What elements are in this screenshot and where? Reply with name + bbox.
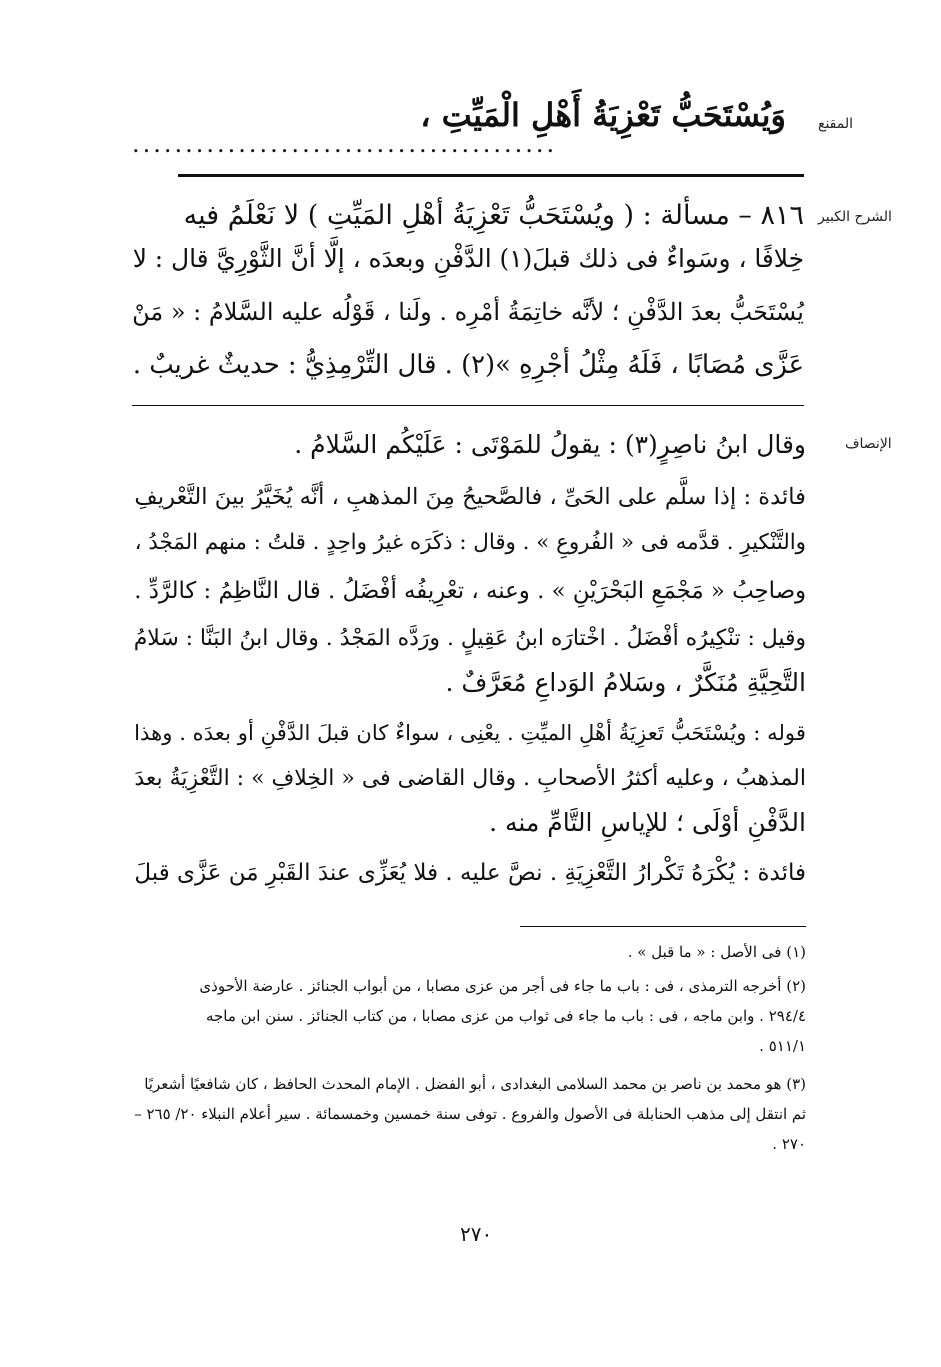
- header-rule: [178, 174, 804, 177]
- sharh-label: الشرح الكبير: [818, 209, 892, 225]
- insaf-line: قوله : ويُسْتَحَبُّ تَعزِيَةُ أهْلِ الميِّتِ . يعْنِى ، سواءٌ كان قبلَ الدَّفْنِ أو بعدَه . وهذا: [134, 720, 806, 745]
- insaf-line: التَّحِيَّةِ مُنَكَّرٌ ، وسَلامُ الوَداعِ مُعَرَّفٌ .: [445, 668, 806, 697]
- footnote-line: ثم انتقل إلى مذهب الحنابلة فى الأصول والفروع . توفى سنة خمسين وخمسمائة . سير أعلام النبلاء ٢٠/ ٢٦٥ –: [134, 1105, 806, 1123]
- insaf-line: المذهبُ ، وعليه أكثرُ الأصحابِ . وقال القاضى فى « الخِلافِ » : التَّعْزِيَةُ بعدَ: [134, 766, 806, 791]
- insaf-line: والتَّنْكيرِ . قدَّمه فى « الفُروعِ » . وقال : ذكَرَه غيرُ واحِدٍ . قلتُ : منهم المَجْدُ ،: [134, 530, 806, 555]
- insaf-line: فائدة : يُكْرَهُ تَكْرارُ التَّعْزِيَةِ . نصَّ عليه . فلا يُعَزِّى عندَ القَبْرِ مَن عَزَّى قبلَ: [134, 860, 806, 886]
- header-text: وَيُسْتَحَبُّ تَعْزِيَةُ أَهْلِ الْمَيِّتِ ،: [420, 96, 786, 134]
- footnote-line: ٥١١/١ .: [759, 1037, 806, 1055]
- footnote-line: ٢٧٠ .: [772, 1135, 806, 1153]
- insaf-line: الدَّفْنِ أوْلَى ؛ للإياسِ التَّامِّ منه .: [489, 808, 806, 837]
- sharh-line: عَزَّى مُصَابًا ، فَلَهُ مِثْلُ أجْرِهِ »(٢) . قال التِّرْمِذِيُّ : حديثٌ غريبٌ .: [132, 350, 804, 380]
- footnote-rule: [520, 926, 806, 927]
- page-number: ٢٧٠: [460, 1222, 493, 1246]
- muqni-label: المقنع: [818, 116, 854, 132]
- footnote-line: (١) فى الأصل : « ما قبل » .: [627, 943, 806, 961]
- sharh-line: يُسْتَحَبُّ بعدَ الدَّفْنِ ؛ لأنَّه خاتِمَةُ أمْرِه . ولَنا ، قَوْلُه عليه السَّلامُ : « مَنْ: [132, 298, 804, 326]
- insaf-line: وصاحِبُ « مَجْمَعِ البَحْرَيْنِ » . وعنه ، تعْرِيفُه أفْضَلُ . قال النَّاظِمُ : كالرَّدِّ .: [134, 578, 806, 604]
- footnote-line: ٢٩٤/٤ . وابن ماجه ، فى : باب ما جاء فى ثواب من عزى مصابا ، من كتاب الجنائز . سنن ابن ماجه: [205, 1007, 806, 1025]
- insaf-line: وقيل : تنْكِيرُه أفْضَلُ . اخْتارَه ابنُ عَقِيلٍ . ورَدَّه المَجْدُ . وقال ابنُ البَنَّا : سَلامُ: [133, 626, 806, 651]
- insaf-label: الإنصاف: [845, 436, 892, 452]
- footnote-line: (٢) أخرجه الترمذى ، فى : باب ما جاء فى أجر من عزى مصابا ، من أبواب الجنائز . عارضة الأحوذى: [199, 977, 806, 995]
- footnote-line: (٣) هو محمد بن ناصر بن محمد السلامى البغدادى ، أبو الفضل . الإمام المحدث الحافظ ، كان شافعيًا أشعريًا: [144, 1075, 806, 1093]
- sharh-rule: [132, 405, 804, 406]
- sharh-line: خِلافًا ، وسَواءٌ فى ذلك قبلَ(١) الدَّفْنِ وبعدَه ، إلَّا أنَّ الثَّوْرِيَّ قال : لا: [132, 244, 804, 273]
- insaf-line: فائدة : إذا سلَّم على الحَىِّ ، فالصَّحيحُ مِنَ المذهبِ ، أنَّه يُخَيَّرُ بينَ التَّعْريفِ: [134, 484, 806, 510]
- header-dots: ........................................: [132, 130, 558, 158]
- sharh-line: ٨١٦ – مسألة : ( ويُسْتَحَبُّ تَعْزِيَةُ أهْلِ المَيِّتِ ) لا نَعْلَمُ فيه: [183, 200, 804, 231]
- insaf-line: وقال ابنُ ناصِرٍ(٣) : يقولُ للمَوْتَى : عَلَيْكُم السَّلامُ .: [294, 430, 806, 459]
